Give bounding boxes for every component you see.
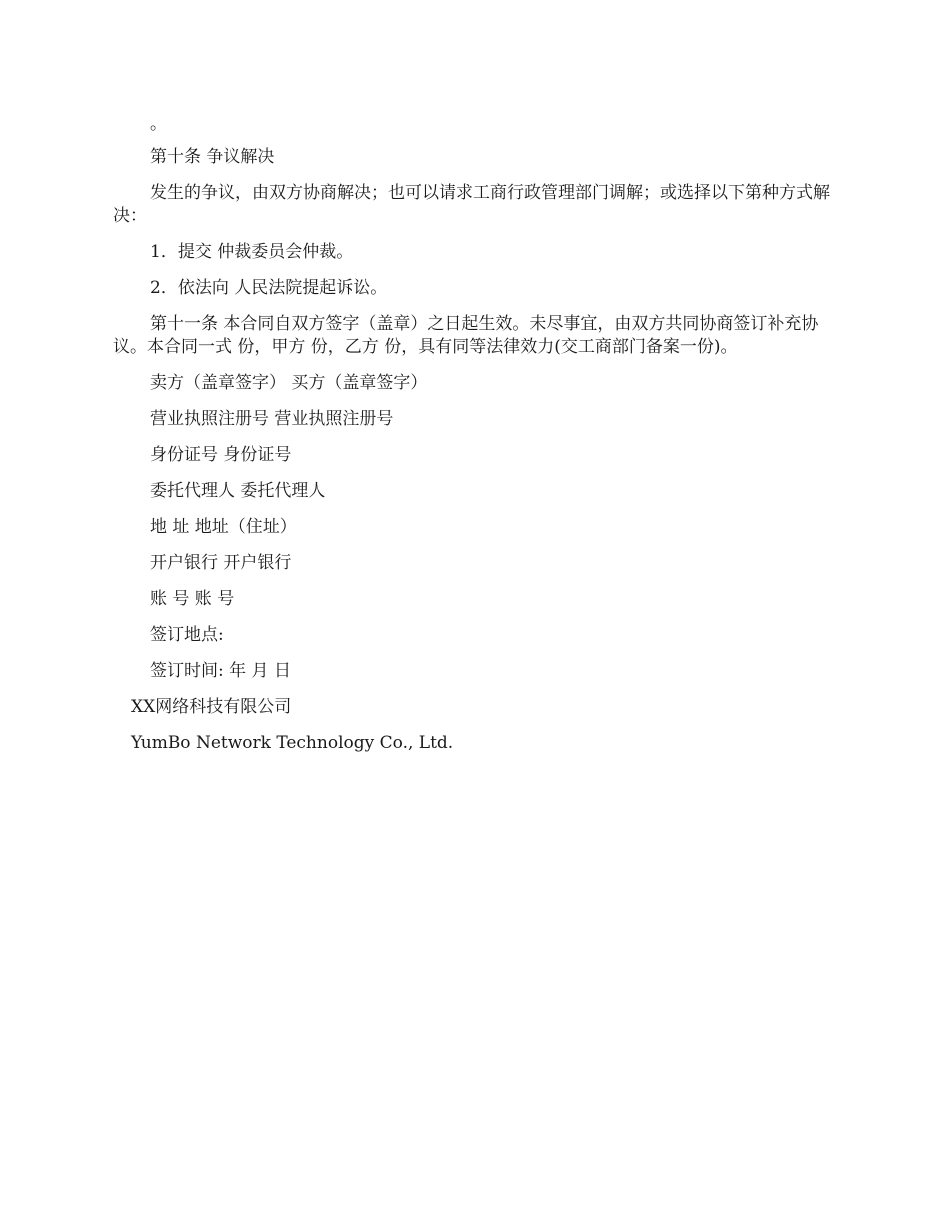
article-11-text: 第十一条 本合同自双方签字（盖章）之日起生效。未尽事宜，由双方共同协商签订补充协议。本合同一式 份，甲方 份，乙方 份，具有同等法律效力(交工商部门备案一份)。 <box>113 314 819 357</box>
address-line: 地 址 地址（住址） <box>150 517 297 537</box>
article-10-heading: 第十条 争议解决 <box>150 147 275 167</box>
option-arbitration: 1．提交 仲裁委员会仲裁。 <box>150 242 354 262</box>
seller-buyer-signature: 卖方（盖章签字） 买方（盖章签字） <box>150 373 428 393</box>
id-number-line: 身份证号 身份证号 <box>150 445 292 465</box>
document-body <box>113 113 833 768</box>
bank-line: 开户银行 开户银行 <box>150 553 292 573</box>
company-name-cn: XX网络科技有限公司 <box>131 697 292 717</box>
signing-time: 签订时间: 年 月 日 <box>150 661 291 681</box>
option-litigation: 2．依法向 人民法院提起诉讼。 <box>150 278 388 298</box>
signing-place: 签订地点: <box>150 625 224 645</box>
company-name-en: YumBo Network Technology Co., Ltd. <box>131 733 454 753</box>
business-license-line: 营业执照注册号 营业执照注册号 <box>150 409 394 429</box>
agent-line: 委托代理人 委托代理人 <box>150 481 326 501</box>
dispute-resolution-text: 发生的争议，由双方协商解决；也可以请求工商行政管理部门调解；或选择以下第种方式解决： <box>113 183 830 226</box>
leading-period: 。 <box>150 114 167 134</box>
account-line: 账 号 账 号 <box>150 589 235 609</box>
